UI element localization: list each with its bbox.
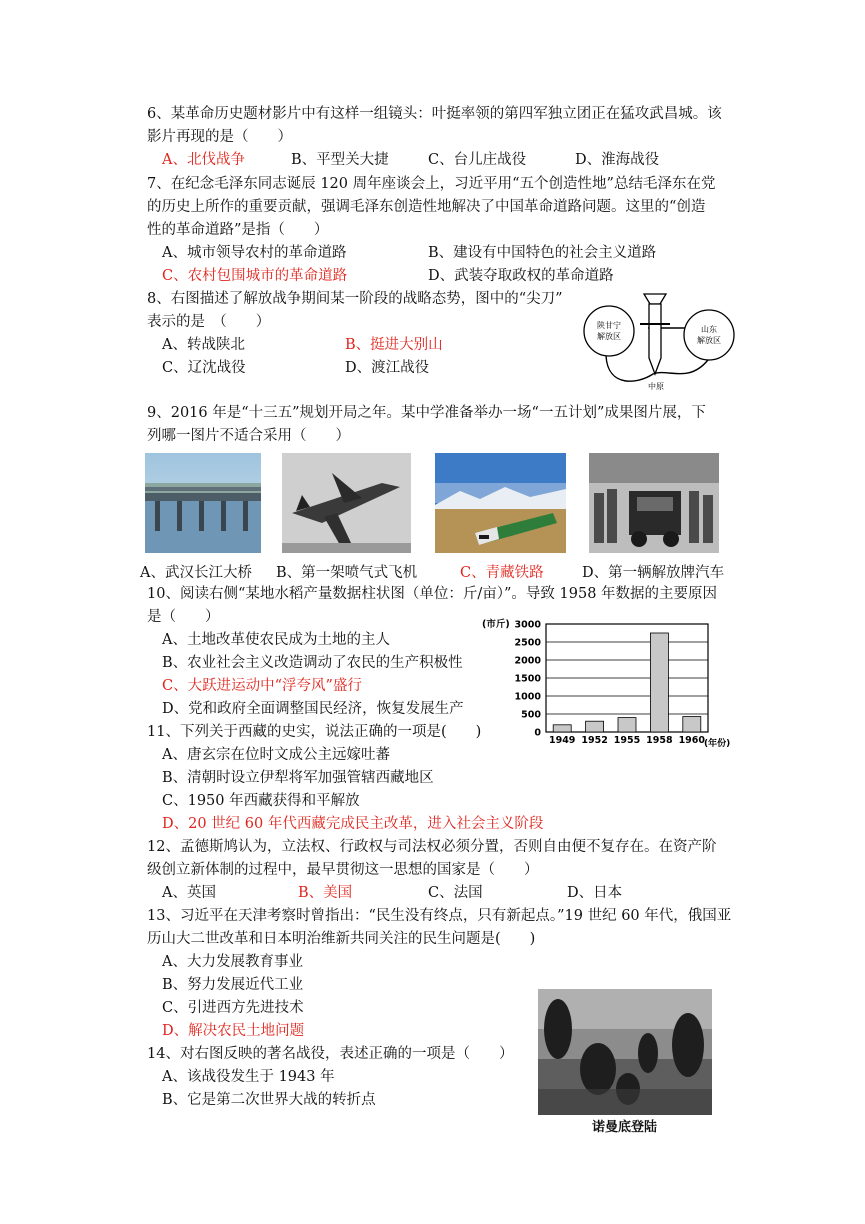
q7-stem-line1: 7、在纪念毛泽东同志诞辰 120 周年座谈会上，习近平用“五个创造性地”总结毛泽东在党 xyxy=(147,176,716,192)
q7-option-c: C、农村包围城市的革命道路 xyxy=(162,268,348,284)
sword-icon xyxy=(649,304,661,374)
q6-option-b: B、平型关大捷 xyxy=(291,152,389,168)
chart-y-tick-label: 500 xyxy=(521,709,541,721)
q10-option-b: B、农业社会主义改造调动了农民的生产积极性 xyxy=(162,655,463,671)
chart-x-tick-label: 1952 xyxy=(581,735,608,746)
chart-y-tick-label: 1000 xyxy=(514,691,541,703)
right-region-label-2: 解放区 xyxy=(697,336,721,345)
q11-option-d: D、20 世纪 60 年代西藏完成民主改革，进入社会主义阶段 xyxy=(162,816,544,832)
q14-option-b: B、它是第二次世界大战的转折点 xyxy=(162,1092,376,1108)
chart-x-tick-label: 1958 xyxy=(646,735,673,746)
chart-bar-1949 xyxy=(553,725,571,732)
q9-stem-line2: 列哪一图片不适合采用（ ） xyxy=(147,428,350,444)
q8-stem-line1: 8、右图描述了解放战争期间某一阶段的战略态势，图中的“尖刀” xyxy=(147,291,563,307)
q6-option-c: C、台儿庄战役 xyxy=(428,152,527,168)
liberation-truck-photo xyxy=(589,453,719,553)
right-region-label-1: 山东 xyxy=(701,325,717,334)
q13-option-a: A、大力发展教育事业 xyxy=(162,954,303,970)
chart-y-tick-label: 0 xyxy=(534,727,541,739)
normandy-photo-caption: 诺曼底登陆 xyxy=(592,1120,658,1135)
q13-option-d: D、解决农民土地问题 xyxy=(162,1023,305,1039)
q7-option-d: D、武装夺取政权的革命道路 xyxy=(428,268,614,284)
right-region-circle xyxy=(684,310,734,360)
q13-stem-line2: 历山大二世改革和日本明治维新共同关注的民生问题是( ) xyxy=(147,931,536,947)
q8-option-c: C、辽沈战役 xyxy=(162,360,246,376)
q12-option-c: C、法国 xyxy=(428,885,483,901)
chart-bar-1958 xyxy=(650,633,668,732)
q8-option-b: B、挺进大别山 xyxy=(345,337,443,353)
q10-stem-line1: 10、阅读右侧“某地水稻产量数据柱状图（单位：斤/亩）”。导致 1958 年数据的主要原因 xyxy=(147,586,718,602)
strategic-situation-diagram xyxy=(578,288,738,398)
left-region-circle xyxy=(584,306,634,356)
q8-option-d: D、渡江战役 xyxy=(345,360,430,376)
q12-option-b: B、美国 xyxy=(298,885,353,901)
q7-option-b: B、建设有中国特色的社会主义道路 xyxy=(428,245,657,261)
chart-y-axis-label: (市斤) xyxy=(482,619,510,630)
bottom-region-label: 中原 xyxy=(648,382,664,391)
chart-bar-1955 xyxy=(618,718,636,732)
chart-y-tick-label: 1500 xyxy=(514,673,541,685)
chart-x-tick-label: 1955 xyxy=(613,735,641,746)
q12-option-d: D、日本 xyxy=(567,885,623,901)
q13-stem-line1: 13、习近平在天津考察时曾指出：“民生没有终点，只有新起点。”19 世纪 60 年代，俄国亚 xyxy=(147,908,732,924)
q7-stem-line3: 性的革命道路”是指（ ） xyxy=(147,222,329,238)
normandy-landing-photo xyxy=(538,989,712,1115)
q12-stem-line1: 12、孟德斯鸠认为，立法权、行政权与司法权必须分置，否则自由便不复存在。在资产阶 xyxy=(147,839,717,855)
chart-x-tick-label: 1949 xyxy=(548,735,576,746)
q6-option-d: D、淮海战役 xyxy=(575,152,660,168)
chart-bar-1952 xyxy=(586,721,604,732)
q8-stem-line2: 表示的是 （ ） xyxy=(147,314,271,330)
q10-stem-line2: 是（ ） xyxy=(147,609,220,625)
q6-stem-line2: 影片再现的是（ ） xyxy=(147,129,292,145)
q7-stem-line2: 的历史上所作的重要贡献，强调毛泽东创造性地解决了中国革命道路问题。这里的“创造 xyxy=(147,199,706,215)
chart-y-tick-label: 2000 xyxy=(514,655,541,667)
jet-airplane-photo xyxy=(282,453,411,553)
chart-y-tick-label: 2500 xyxy=(514,637,541,649)
q9-caption-c: C、青藏铁路 xyxy=(460,565,544,581)
wuhan-bridge-photo xyxy=(145,453,261,553)
chart-x-tick-label: 1960 xyxy=(678,735,706,746)
q12-option-a: A、英国 xyxy=(162,885,216,901)
q6-stem-line1: 6、某革命历史题材影片中有这样一组镜头：叶挺率领的第四军独立团正在猛攻武昌城。该 xyxy=(147,106,722,122)
q14-stem-line1: 14、对右图反映的著名战役，表述正确的一项是（ ） xyxy=(147,1046,514,1062)
q9-caption-b: B、第一架喷气式飞机 xyxy=(276,565,418,581)
qinghai-tibet-railway-photo xyxy=(435,453,566,553)
q10-option-a: A、土地改革使农民成为土地的主人 xyxy=(162,632,390,648)
q13-option-b: B、努力发展近代工业 xyxy=(162,977,304,993)
q11-option-c: C、1950 年西藏获得和平解放 xyxy=(162,793,360,809)
q11-stem-line1: 11、下列关于西藏的史实，说法正确的一项是( ) xyxy=(147,724,482,740)
q9-caption-d: D、第一辆解放牌汽车 xyxy=(582,565,725,581)
q6-option-a: A、北伐战争 xyxy=(162,152,245,168)
q14-option-a: A、该战役发生于 1943 年 xyxy=(162,1069,335,1085)
q12-stem-line2: 级创立新体制的过程中，最早贯彻这一思想的国家是（ ） xyxy=(147,862,539,878)
left-region-label-2: 解放区 xyxy=(597,332,621,341)
q9-caption-a: A、武汉长江大桥 xyxy=(140,565,252,581)
chart-bar-1960 xyxy=(683,717,701,732)
chart-x-axis-label: (年份) xyxy=(704,739,731,749)
q13-option-c: C、引进西方先进技术 xyxy=(162,1000,304,1016)
q8-option-a: A、转战陕北 xyxy=(162,337,245,353)
q10-option-c: C、大跃进运动中“浮夸风”盛行 xyxy=(162,678,362,694)
chart-y-tick-label: 3000 xyxy=(514,619,541,631)
q11-option-b: B、清朝时设立伊犁将军加强管辖西藏地区 xyxy=(162,770,434,786)
q9-stem-line1: 9、2016 年是“十三五”规划开局之年。某中学准备举办一场“一五计划”成果图片展，下 xyxy=(147,405,706,421)
rice-yield-bar-chart xyxy=(478,614,738,750)
q7-option-a: A、城市领导农村的革命道路 xyxy=(162,245,347,261)
q10-option-d: D、党和政府全面调整国民经济，恢复发展生产 xyxy=(162,701,464,717)
left-region-label-1: 陕甘宁 xyxy=(597,321,621,330)
q11-option-a: A、唐玄宗在位时文成公主远嫁吐蕃 xyxy=(162,747,390,763)
